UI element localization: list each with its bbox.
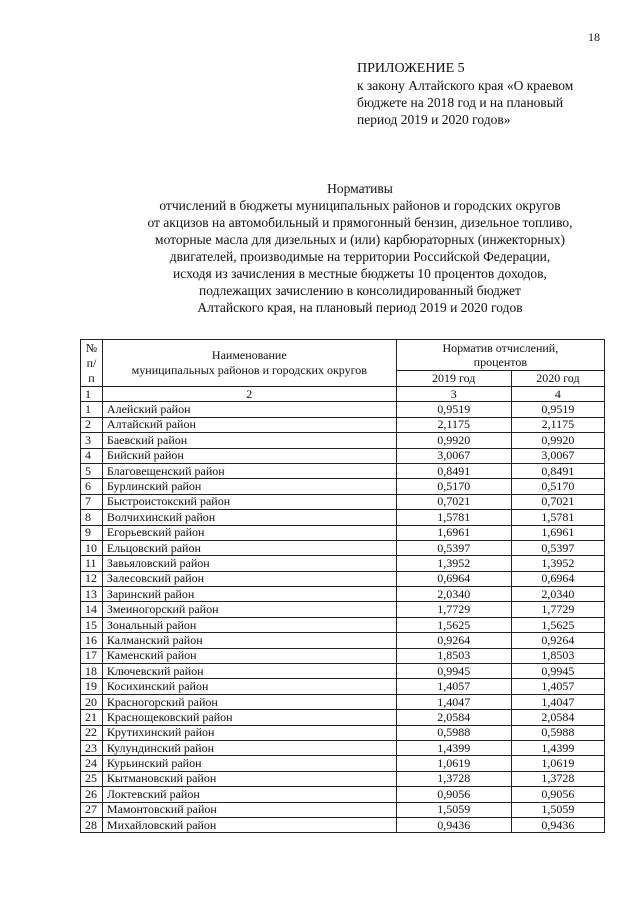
header-name-line2: муниципальных районов и городских округов	[131, 363, 367, 377]
norm-2019-cell: 0,8491	[396, 463, 511, 478]
table-row	[81, 540, 605, 555]
column-number: 4	[511, 387, 604, 402]
row-number-cell: 21	[81, 710, 103, 725]
document-heading	[60, 180, 640, 316]
row-number-cell: 3	[81, 433, 103, 448]
district-name-cell: Каменский район	[102, 648, 396, 663]
row-number-cell: 18	[81, 664, 103, 679]
table-row	[81, 617, 605, 632]
district-name-cell: Волчихинский район	[102, 510, 396, 525]
norm-2020-cell: 0,9945	[511, 664, 604, 679]
table-row	[81, 694, 605, 709]
district-name-cell: Бийский район	[102, 448, 396, 463]
norm-2020-cell: 1,5059	[511, 802, 604, 817]
table-row	[81, 664, 605, 679]
norm-2020-cell: 3,0067	[511, 448, 604, 463]
district-name-cell: Залесовский район	[102, 571, 396, 586]
norm-2019-cell: 1,7729	[396, 602, 511, 617]
norm-2020-cell: 0,9519	[511, 402, 604, 417]
table-row	[81, 710, 605, 725]
table-row	[81, 602, 605, 617]
district-name-cell: Кулундинский район	[102, 740, 396, 755]
row-number-cell: 22	[81, 725, 103, 740]
district-name-cell: Благовещенский район	[102, 463, 396, 478]
appendix-block	[357, 60, 627, 128]
norm-2020-cell: 0,9436	[511, 817, 604, 832]
norm-2020-cell: 1,3728	[511, 771, 604, 786]
norms-table	[80, 339, 605, 833]
district-name-cell: Курьинский район	[102, 756, 396, 771]
norm-2020-cell: 2,0340	[511, 587, 604, 602]
table-row	[81, 771, 605, 786]
row-number-cell: 8	[81, 510, 103, 525]
district-name-cell: Кытмановский район	[102, 771, 396, 786]
table-header-row	[81, 340, 605, 371]
norm-2020-cell: 1,7729	[511, 602, 604, 617]
row-number-cell: 10	[81, 540, 103, 555]
appendix-line: бюджете на 2018 год и на плановый	[357, 95, 564, 110]
norm-2019-cell: 0,5397	[396, 540, 511, 555]
column-number: 3	[396, 387, 511, 402]
district-name-cell: Ключевский район	[102, 664, 396, 679]
heading-line: отчислений в бюджеты муниципальных районов и городских округов	[159, 198, 561, 213]
header-year-2019: 2019 год	[396, 371, 511, 387]
norm-2019-cell: 2,0340	[396, 587, 511, 602]
district-name-cell: Егорьевский район	[102, 525, 396, 540]
row-number-cell: 27	[81, 802, 103, 817]
district-name-cell: Змеиногорский район	[102, 602, 396, 617]
row-number-cell: 19	[81, 679, 103, 694]
norm-2019-cell: 1,5781	[396, 510, 511, 525]
norm-2020-cell: 1,8503	[511, 648, 604, 663]
district-name-cell: Заринский район	[102, 587, 396, 602]
norm-2020-cell: 0,7021	[511, 494, 604, 509]
header-norm-line2: процентов	[473, 355, 528, 370]
norm-2019-cell: 1,5059	[396, 802, 511, 817]
header-number	[81, 340, 103, 387]
row-number-cell: 26	[81, 787, 103, 802]
district-name-cell: Крутихинский район	[102, 725, 396, 740]
norm-2020-cell: 1,6961	[511, 525, 604, 540]
column-number: 1	[81, 387, 103, 402]
row-number-cell: 20	[81, 694, 103, 709]
district-name-cell: Калманский район	[102, 633, 396, 648]
table-row	[81, 802, 605, 817]
norm-2020-cell: 0,9056	[511, 787, 604, 802]
header-norm-line1: Норматив отчислений,	[442, 341, 559, 356]
norm-2019-cell: 3,0067	[396, 448, 511, 463]
norm-2020-cell: 0,6964	[511, 571, 604, 586]
row-number-cell: 5	[81, 463, 103, 478]
table-row	[81, 556, 605, 571]
heading-line: моторные масла для дизельных и (или) карбюраторных (инжекторных)	[155, 232, 565, 247]
table-row	[81, 510, 605, 525]
appendix-line: к закону Алтайского края «О краевом	[357, 78, 574, 93]
row-number-cell: 6	[81, 479, 103, 494]
district-name-cell: Михайловский район	[102, 817, 396, 832]
norm-2019-cell: 0,9264	[396, 633, 511, 648]
norm-2020-cell: 0,8491	[511, 463, 604, 478]
row-number-cell: 12	[81, 571, 103, 586]
norm-2019-cell: 1,8503	[396, 648, 511, 663]
row-number-cell: 17	[81, 648, 103, 663]
table-row	[81, 587, 605, 602]
table-row	[81, 817, 605, 832]
heading-line: от акцизов на автомобильный и прямогонный бензин, дизельное топливо,	[147, 215, 573, 230]
district-name-cell: Бурлинский район	[102, 479, 396, 494]
norm-2020-cell: 0,5397	[511, 540, 604, 555]
district-name-cell: Ельцовский район	[102, 540, 396, 555]
district-name-cell: Красногорский район	[102, 694, 396, 709]
header-number-line2: п/п	[86, 355, 97, 385]
norm-2019-cell: 1,0619	[396, 756, 511, 771]
row-number-cell: 7	[81, 494, 103, 509]
header-name	[102, 340, 396, 387]
row-number-cell: 15	[81, 617, 103, 632]
norm-2020-cell: 1,3952	[511, 556, 604, 571]
district-name-cell: Быстроистокский район	[102, 494, 396, 509]
norm-2019-cell: 0,9920	[396, 433, 511, 448]
table-body	[81, 402, 605, 833]
table-row	[81, 679, 605, 694]
table-row	[81, 648, 605, 663]
row-number-cell: 25	[81, 771, 103, 786]
row-number-cell: 14	[81, 602, 103, 617]
district-name-cell: Баевский район	[102, 433, 396, 448]
norm-2020-cell: 1,4047	[511, 694, 604, 709]
norm-2019-cell: 2,0584	[396, 710, 511, 725]
norm-2019-cell: 0,9436	[396, 817, 511, 832]
header-norm	[396, 340, 604, 371]
table-row	[81, 417, 605, 432]
norm-2019-cell: 1,4057	[396, 679, 511, 694]
norm-2019-cell: 0,5988	[396, 725, 511, 740]
norm-2019-cell: 0,6964	[396, 571, 511, 586]
row-number-cell: 4	[81, 448, 103, 463]
header-number-line1: №	[85, 340, 98, 355]
row-number-cell: 11	[81, 556, 103, 571]
header-name-line1: Наименование	[211, 348, 287, 362]
norm-2020-cell: 0,5170	[511, 479, 604, 494]
table-row	[81, 448, 605, 463]
norm-2019-cell: 2,1175	[396, 417, 511, 432]
table-row	[81, 740, 605, 755]
norm-2020-cell: 1,0619	[511, 756, 604, 771]
table-row	[81, 463, 605, 478]
district-name-cell: Завьяловский район	[102, 556, 396, 571]
norm-2019-cell: 1,3952	[396, 556, 511, 571]
row-number-cell: 28	[81, 817, 103, 832]
column-numbers-row	[81, 387, 605, 402]
table-row	[81, 633, 605, 648]
district-name-cell: Алтайский район	[102, 417, 396, 432]
district-name-cell: Краснощековский район	[102, 710, 396, 725]
page-number: 18	[588, 30, 600, 44]
row-number-cell: 2	[81, 417, 103, 432]
district-name-cell: Алейский район	[102, 402, 396, 417]
row-number-cell: 13	[81, 587, 103, 602]
table-row	[81, 756, 605, 771]
district-name-cell: Локтевский район	[102, 787, 396, 802]
row-number-cell: 24	[81, 756, 103, 771]
norm-2020-cell: 2,1175	[511, 417, 604, 432]
table-row	[81, 494, 605, 509]
table-row	[81, 479, 605, 494]
heading-line: подлежащих зачислению в консолидированный бюджет	[199, 283, 521, 298]
norm-2020-cell: 0,9264	[511, 633, 604, 648]
row-number-cell: 1	[81, 402, 103, 417]
appendix-title: ПРИЛОЖЕНИЕ 5	[357, 61, 465, 76]
heading-line: Алтайского края, на плановый период 2019 и 2020 годов	[197, 300, 523, 315]
norm-2019-cell: 0,9519	[396, 402, 511, 417]
table-row	[81, 402, 605, 417]
norm-2020-cell: 2,0584	[511, 710, 604, 725]
norm-2020-cell: 0,9920	[511, 433, 604, 448]
column-number: 2	[102, 387, 396, 402]
row-number-cell: 23	[81, 740, 103, 755]
table-row	[81, 433, 605, 448]
norm-2019-cell: 0,9056	[396, 787, 511, 802]
norm-2019-cell: 0,7021	[396, 494, 511, 509]
norm-2020-cell: 1,5625	[511, 617, 604, 632]
appendix-line: период 2019 и 2020 годов»	[357, 112, 511, 127]
norm-2019-cell: 1,4047	[396, 694, 511, 709]
header-year-2020: 2020 год	[511, 371, 604, 387]
row-number-cell: 16	[81, 633, 103, 648]
row-number-cell: 9	[81, 525, 103, 540]
district-name-cell: Мамонтовский район	[102, 802, 396, 817]
norm-2019-cell: 1,4399	[396, 740, 511, 755]
norm-2020-cell: 1,5781	[511, 510, 604, 525]
norm-2019-cell: 1,3728	[396, 771, 511, 786]
district-name-cell: Косихинский район	[102, 679, 396, 694]
norm-2019-cell: 1,5625	[396, 617, 511, 632]
norm-2020-cell: 0,5988	[511, 725, 604, 740]
heading-line: исходя из зачисления в местные бюджеты 10 процентов доходов,	[173, 266, 547, 281]
district-name-cell: Зональный район	[102, 617, 396, 632]
heading-title: Нормативы	[327, 181, 393, 196]
norm-2020-cell: 1,4057	[511, 679, 604, 694]
norm-2019-cell: 1,6961	[396, 525, 511, 540]
table-row	[81, 725, 605, 740]
table-row	[81, 525, 605, 540]
norm-2019-cell: 0,9945	[396, 664, 511, 679]
norm-2019-cell: 0,5170	[396, 479, 511, 494]
norm-2020-cell: 1,4399	[511, 740, 604, 755]
heading-line: двигателей, производимые на территории Российской Федерации,	[169, 249, 551, 264]
table-row	[81, 571, 605, 586]
table-row	[81, 787, 605, 802]
